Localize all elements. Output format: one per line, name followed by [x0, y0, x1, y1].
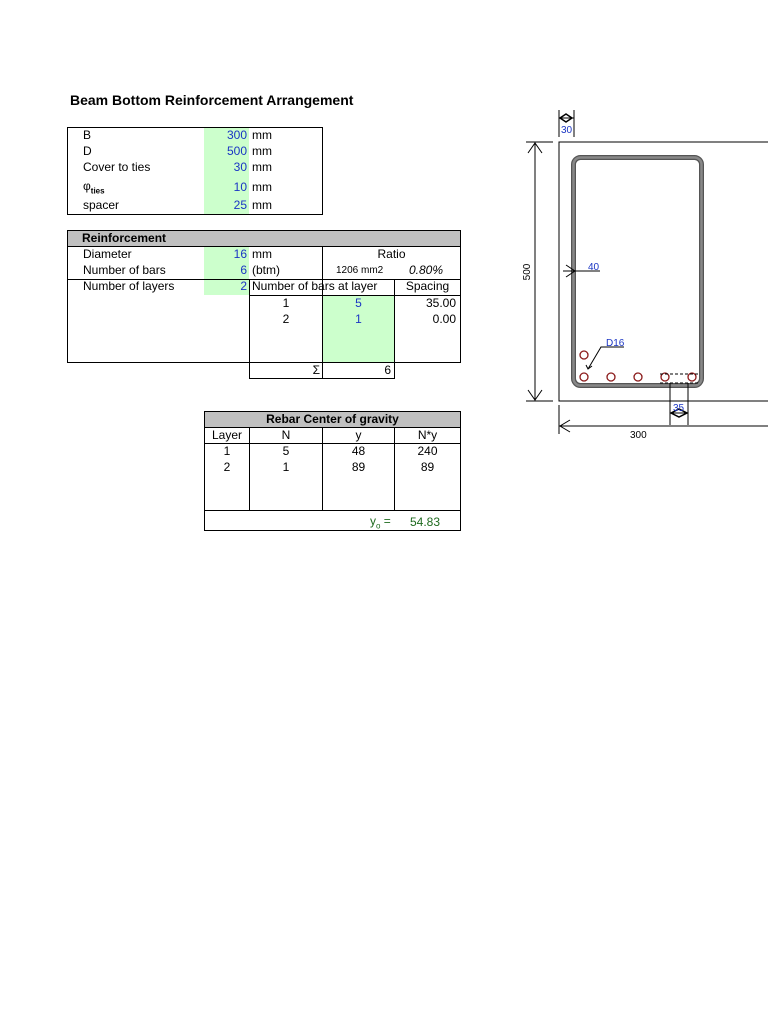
cog-row-1-y: 48 [351, 444, 366, 458]
bars-label: Number of bars [83, 263, 166, 277]
cog-row-2-n: 1 [282, 460, 290, 474]
rebar-circle [607, 373, 615, 381]
bars-unit: (btm) [252, 263, 280, 277]
layer-1-bars-input[interactable]: 5 [355, 296, 362, 310]
ratio-label: Ratio [377, 247, 406, 261]
dim-width-label: 300 [630, 430, 647, 441]
dim-top-label: 30 [561, 125, 573, 136]
ratio-value: 0.80% [409, 263, 444, 277]
cog-col-layer: Layer [211, 428, 243, 442]
cog-row-2-layer: 2 [223, 460, 231, 474]
unit-cover: mm [252, 160, 272, 174]
layers-label: Number of layers [83, 279, 175, 293]
unit-d: mm [252, 144, 272, 158]
input-label-d: D [83, 144, 92, 158]
cog-col-ny: N*y [417, 428, 438, 442]
col-bars-at-layer: Number of bars at layer [252, 279, 378, 293]
unit-spacer: mm [252, 198, 272, 212]
layer-1-spacing: 35.00 [425, 296, 456, 310]
input-label-spacer: spacer [83, 198, 120, 212]
cog-row-1-n: 5 [282, 444, 290, 458]
unit-b: mm [252, 128, 272, 142]
sum-value: 6 [384, 363, 391, 377]
diameter-label: Diameter [83, 247, 132, 261]
unit-phi: mm [252, 180, 272, 194]
rebar-circle [580, 351, 588, 359]
dim-height-label: 500 [522, 263, 533, 281]
cog-col-y: y [355, 428, 362, 442]
layer-1: 1 [282, 296, 290, 310]
input-cover[interactable]: 30 [233, 160, 247, 174]
input-spacer[interactable]: 25 [233, 198, 247, 212]
reinforcement-header: Reinforcement [82, 231, 167, 245]
diameter-input[interactable]: 16 [233, 247, 247, 261]
layers-input[interactable]: 2 [240, 279, 247, 293]
cog-row-2-y: 89 [351, 460, 366, 474]
bar-leader [588, 347, 624, 369]
input-label-cover: Cover to ties [83, 160, 151, 174]
dim-spacing-label: 35 [673, 403, 685, 414]
cog-row-2-ny: 89 [420, 460, 435, 474]
cog-col-n: N [281, 428, 291, 442]
input-label-b: B [83, 128, 92, 142]
y0-value: 54.83 [410, 515, 441, 529]
steel-area: 1206 mm2 [336, 265, 384, 276]
cog-row-1-layer: 1 [223, 444, 231, 458]
bar-label: D16 [606, 338, 625, 349]
dim-side-label: 40 [588, 262, 600, 273]
layer-2: 2 [282, 312, 290, 326]
cog-row-1-ny: 240 [417, 444, 438, 458]
page-title: Beam Bottom Reinforcement Arrangement [70, 92, 354, 108]
diameter-unit: mm [252, 247, 272, 261]
input-label-phi: $\varphi_{ties}$ [83, 179, 105, 196]
layer-2-spacing: 0.00 [432, 312, 456, 326]
input-phi-ties[interactable]: 10 [233, 180, 247, 194]
y0-label: $y_o$ = [370, 514, 391, 531]
sum-symbol: Σ [312, 363, 320, 377]
cog-header: Rebar Center of gravity [266, 412, 399, 426]
layer-2-bars-input[interactable]: 1 [355, 312, 362, 326]
col-spacing: Spacing [405, 279, 450, 293]
input-b[interactable]: 300 [226, 128, 247, 142]
input-d[interactable]: 500 [226, 144, 247, 158]
bars-input[interactable]: 6 [240, 263, 247, 277]
rebar-circle [580, 373, 588, 381]
rebar-circle [634, 373, 642, 381]
